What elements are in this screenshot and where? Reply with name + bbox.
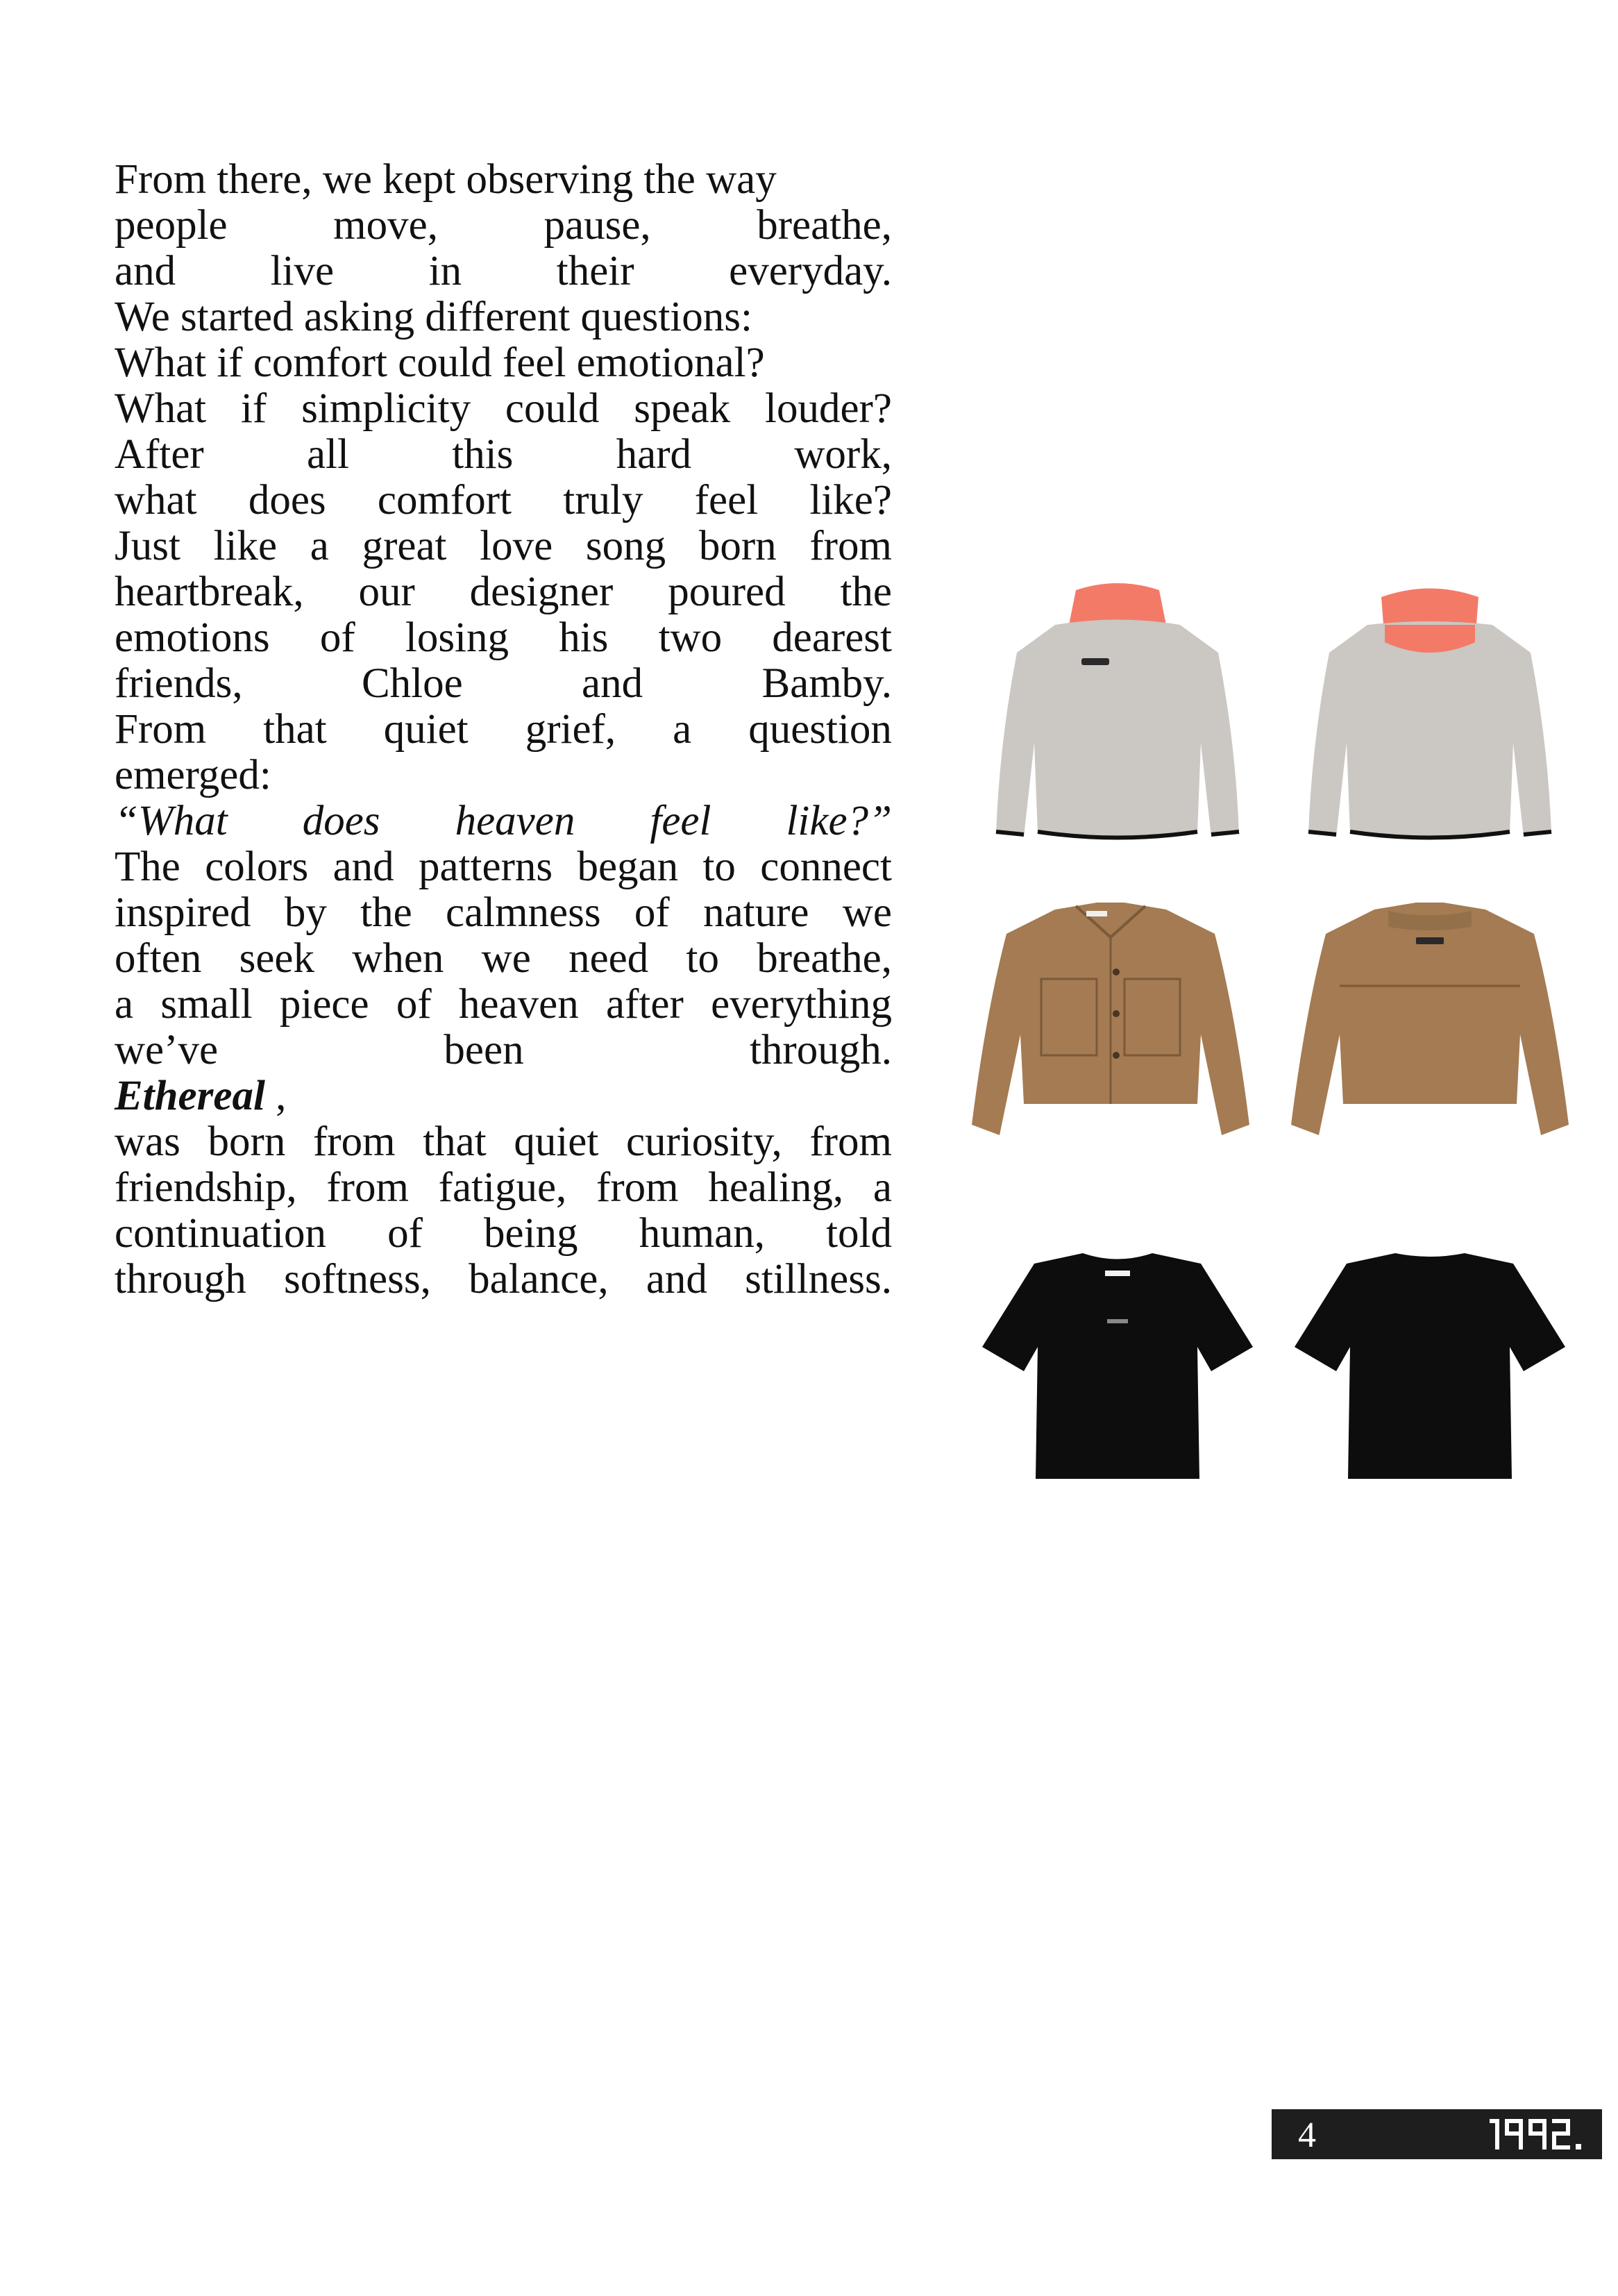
- garment-gallery: [958, 569, 1583, 1514]
- text-line-justified: often seek when we need to breathe,: [115, 935, 892, 982]
- text-line-justified: From that quiet grief, a question: [115, 706, 892, 753]
- text-line-justified: continuation of being human, told: [115, 1210, 892, 1257]
- page-number: 4: [1298, 2115, 1316, 2155]
- text-line-justified: was born from that quiet curiosity, from: [115, 1118, 892, 1165]
- text-line-justified: people move, pause, breathe,: [115, 202, 892, 249]
- collection-name: Ethereal: [115, 1073, 265, 1119]
- text-line: We started asking different questions:: [115, 294, 752, 340]
- tshirt-body: [982, 1253, 1253, 1479]
- text-line-justified: a small piece of heaven after everything: [115, 981, 892, 1028]
- tshirt-back-image: [1291, 1250, 1569, 1486]
- text-line-justified: inspired by the calmness of nature we: [115, 889, 892, 936]
- text-line: What if comfort could feel emotional?: [115, 340, 765, 386]
- article-text: [115, 157, 892, 1302]
- text-line-justified: what does comfort truly feel like?: [115, 477, 892, 523]
- text-line-justified: After all this hard work,: [115, 431, 892, 478]
- collection-name-suffix: ,: [264, 1073, 287, 1119]
- text-line-justified: friendship, from fatigue, from healing, a: [115, 1164, 892, 1211]
- pull-quote: “What does heaven feel like?”: [115, 798, 892, 844]
- text-line-justified: heartbreak, our designer poured the: [115, 569, 892, 615]
- text-line-justified: friends, Chloe and Bamby.: [115, 660, 892, 707]
- hoodie-back-image: [1291, 576, 1569, 854]
- text-line: emerged:: [115, 752, 271, 798]
- tshirt-front-image: [979, 1250, 1256, 1486]
- text-line-justified: we’ve been through.: [115, 1027, 892, 1073]
- text-line: From there, we kept observing the way: [115, 156, 777, 203]
- ethereal-heading: [115, 1073, 892, 1119]
- hoodie-front-image: [979, 576, 1256, 854]
- hoodie-body: [1308, 621, 1551, 839]
- text-line-justified: The colors and patterns began to connect: [115, 844, 892, 890]
- brand-logo: [1487, 2113, 1598, 2155]
- text-line-justified: emotions of losing his two dearest: [115, 614, 892, 661]
- jacket-front-image: [958, 896, 1263, 1146]
- text-line-justified: through softness, balance, and stillness.: [115, 1256, 892, 1302]
- text-line-justified: and live in their everyday.: [115, 248, 892, 294]
- page-footer: [1272, 2109, 1602, 2159]
- text-line-justified: What if simplicity could speak louder?: [115, 385, 892, 432]
- jacket-back-image: [1277, 896, 1583, 1146]
- tshirt-body: [1295, 1253, 1565, 1479]
- text-line-justified: Just like a great love song born from: [115, 523, 892, 569]
- hoodie-body: [996, 620, 1239, 839]
